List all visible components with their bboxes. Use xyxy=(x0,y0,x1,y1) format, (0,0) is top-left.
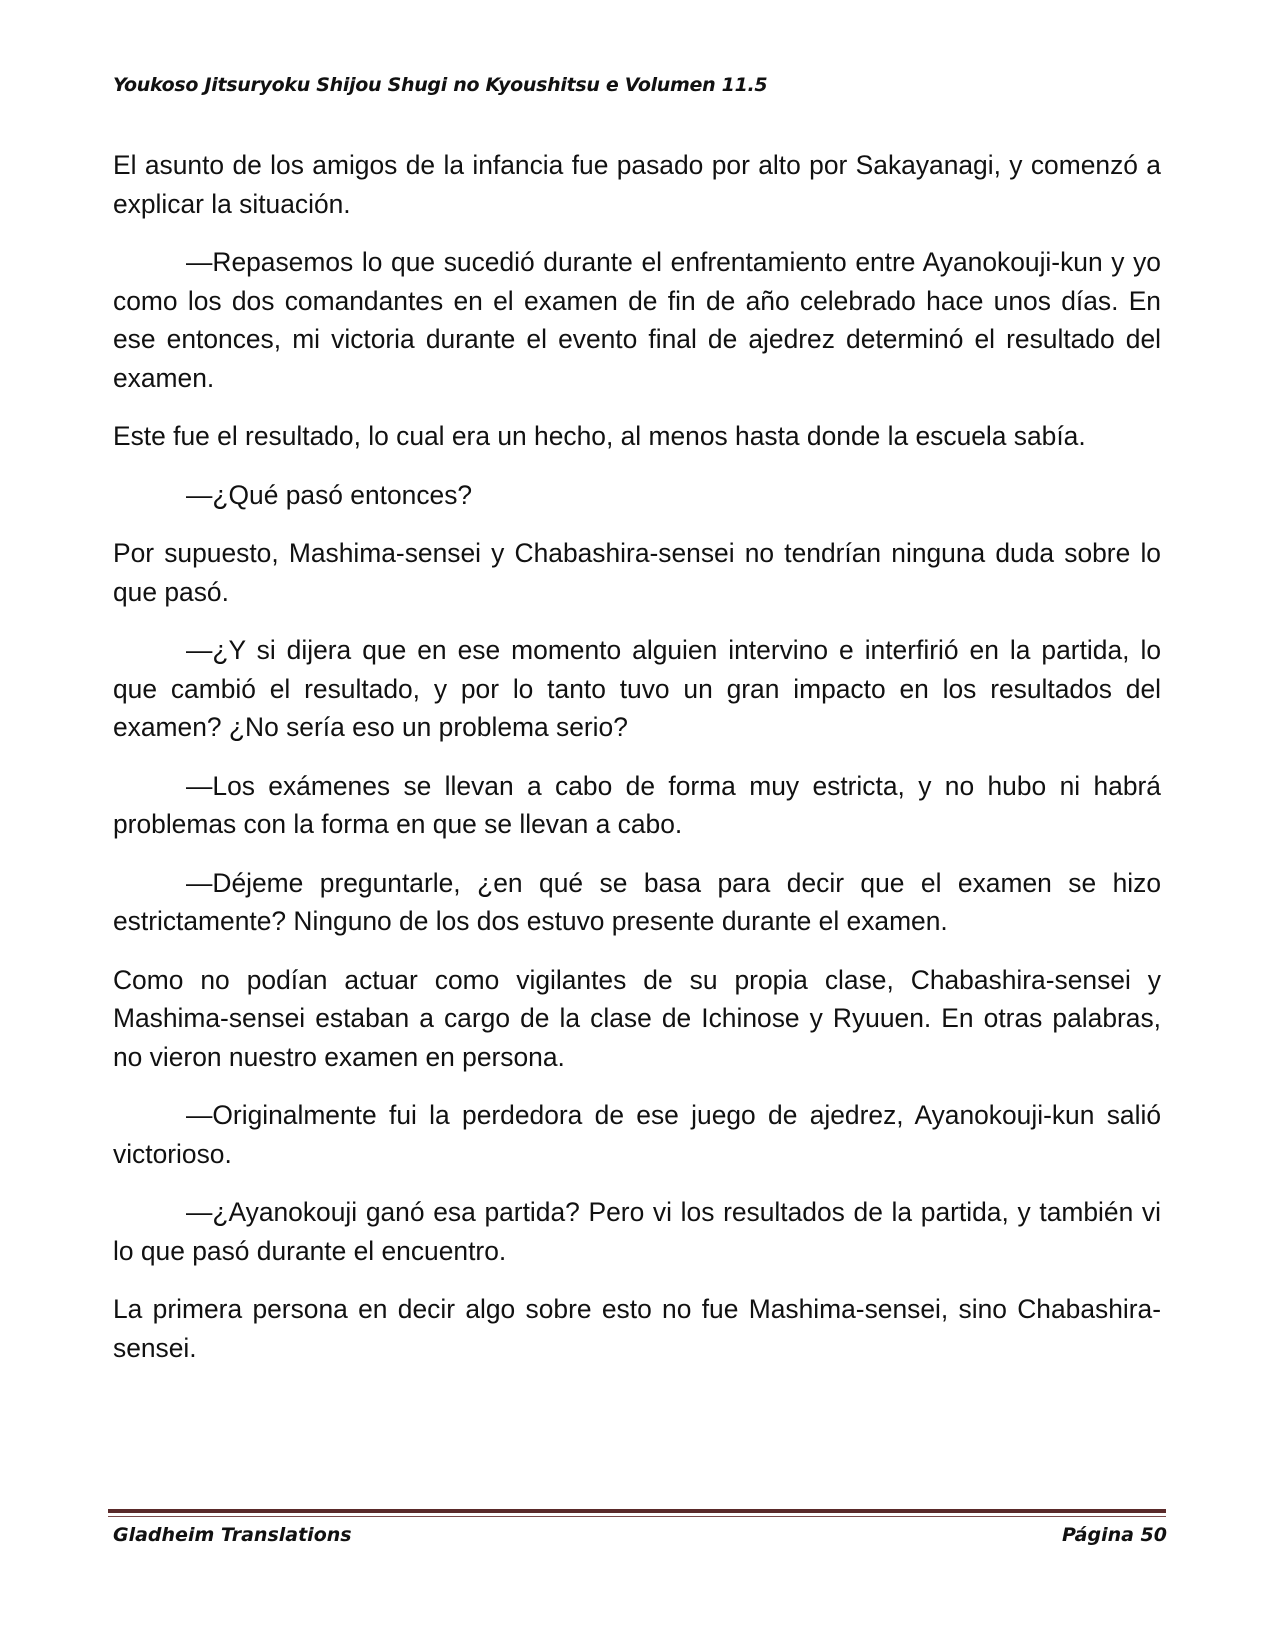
footer-credit: Gladheim Translations xyxy=(113,1524,352,1546)
dialogue-paragraph: —¿Ayanokouji ganó esa partida? Pero vi los resultados de la partida, y también vi lo que pasó durante el encuentro. xyxy=(113,1197,1161,1266)
dialogue-paragraph: —Déjeme preguntarle, ¿en qué se basa para decir que el examen se hizo estrictamente? Ninguno de los dos estuvo presente durante el examen. xyxy=(113,867,1161,936)
dialogue-paragraph: —Originalmente fui la perdedora de ese juego de ajedrez, Ayanokouji-kun salió victorioso. xyxy=(113,1100,1161,1169)
paragraph: Por supuesto, Mashima-sensei y Chabashira-sensei no tendrían ninguna duda sobre lo que pasó. xyxy=(113,538,1161,607)
paragraph: Este fue el resultado, lo cual era un hecho, al menos hasta donde la escuela sabía. xyxy=(113,421,1086,451)
paragraph: El asunto de los amigos de la infancia fue pasado por alto por Sakayanagi, y comenzó a explicar la situación. xyxy=(113,150,1161,219)
footer-divider-thin xyxy=(108,1516,1166,1517)
dialogue-paragraph: —Los exámenes se llevan a cabo de forma muy estricta, y no hubo ni habrá problemas con la forma en que se llevan a cabo. xyxy=(113,770,1161,839)
dialogue-paragraph: —¿Qué pasó entonces? xyxy=(186,479,473,510)
body-text xyxy=(113,146,1161,1387)
page-number: Página 50 xyxy=(1061,1524,1167,1546)
running-header: Youkoso Jitsuryoku Shijou Shugi no Kyoushitsu e Volumen 11.5 xyxy=(113,74,768,96)
paragraph: La primera persona en decir algo sobre esto no fue Mashima-sensei, sino Chabashira-sensei. xyxy=(113,1294,1161,1363)
footer-divider xyxy=(108,1509,1166,1513)
paragraph: Como no podían actuar como vigilantes de su propia clase, Chabashira-sensei y Mashima-sensei estaban a cargo de la clase de Ichinose y Ryuuen. En otras palabras, no vieron nuestro examen en persona. xyxy=(113,964,1161,1072)
dialogue-paragraph: —Repasemos lo que sucedió durante el enfrentamiento entre Ayanokouji-kun y yo como los dos comandantes en el examen de fin de año celebrado hace unos días. En ese entonces, mi victoria durante el evento final de ajedrez determinó el resultado del examen. xyxy=(113,247,1161,393)
dialogue-paragraph: —¿Y si dijera que en ese momento alguien intervino e interfirió en la partida, lo que cambió el resultado, y por lo tanto tuvo un gran impacto en los resultados del examen? ¿No sería eso un problema serio? xyxy=(113,635,1161,742)
